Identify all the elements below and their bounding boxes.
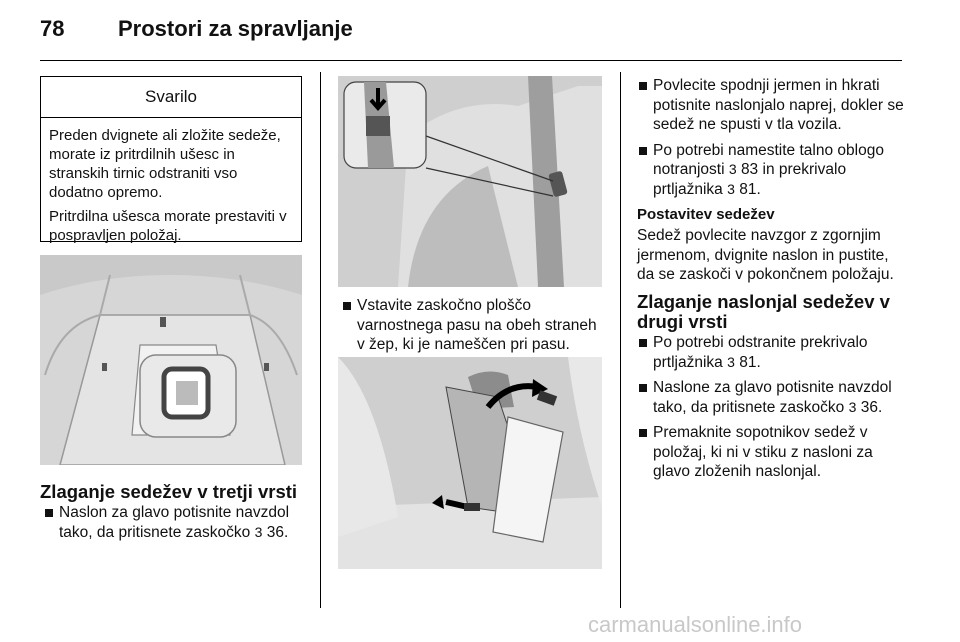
warning-text-2: Pritrdilna ušesca morate prestaviti v pospravljen položaj. [49, 208, 287, 244]
list-item: Premaknite sopotnikov sedež v položaj, ki ni v stiku z nasloni za glavo zloženih naslonjal. [638, 423, 908, 482]
list-item: Naslon za glavo potisnite navzdol tako, da pritisnete zaskočko 3 36. [44, 503, 306, 542]
illustration-folding-seat [338, 357, 602, 569]
col1-list [44, 503, 306, 548]
page-ref-icon: 3 [254, 523, 263, 540]
list-item: Naslone za glavo potisnite navzdol tako, da pritisnete zaskočko 3 36. [638, 378, 908, 417]
page-ref-icon: 3 [728, 161, 737, 177]
page-ref-icon: 3 [727, 353, 735, 370]
col3-list-2 [638, 333, 908, 488]
warning-box [40, 76, 302, 242]
illustration-trunk-anchor [40, 255, 302, 465]
warning-text-1: Preden dvignete ali zložite sedeže, morate iz pritrdilnih ušesc in stranskih tirnic odstraniti vso dodatno opremo. [49, 127, 281, 201]
column-divider-1 [320, 72, 321, 608]
watermark: carmanualsonline.info [588, 612, 803, 637]
list-item: Vstavite zaskočno ploščo varnostnega pasu na obeh straneh v žep, ki je nameščen pri pasu. [342, 296, 604, 355]
page-header [40, 16, 353, 42]
column-divider-2 [620, 72, 621, 608]
page-ref-icon: 3 [848, 398, 857, 415]
list-item: Po potrebi odstranite prekrivalo prtljažnika 3 81. [638, 333, 908, 372]
illustration-seatbelt-pocket [338, 76, 602, 287]
sub-heading-seat-setup: Postavitev sedežev [637, 206, 775, 223]
page-title: Prostori za spravljanje [118, 16, 353, 41]
list-item: Povlecite spodnji jermen in hkrati potisnite naslonjalo naprej, dokler se sedež ne spusti v tla vozila. [638, 76, 908, 135]
col2-list [342, 296, 604, 361]
section-heading-third-row: Zlaganje sedežev v tretji vrsti [40, 481, 298, 502]
page-ref-icon: 3 [727, 180, 735, 197]
list-item: Po potrebi namestite talno oblogo notranjosti 3 83 in prekrivalo prtljažnika 3 81. [638, 141, 908, 200]
section-heading-second-row: Zlaganje naslonjal sedežev v drugi vrsti [637, 291, 890, 332]
warning-title: Svarilo [41, 77, 301, 118]
seat-setup-text: Sedež povlecite navzgor z zgornjim jermenom, dvignite naslon in pustite, da se zaskoči v pokončnem položaju. [637, 227, 894, 283]
header-rule [40, 60, 902, 61]
page-number: 78 [40, 16, 65, 41]
col3-list-1 [638, 76, 908, 205]
